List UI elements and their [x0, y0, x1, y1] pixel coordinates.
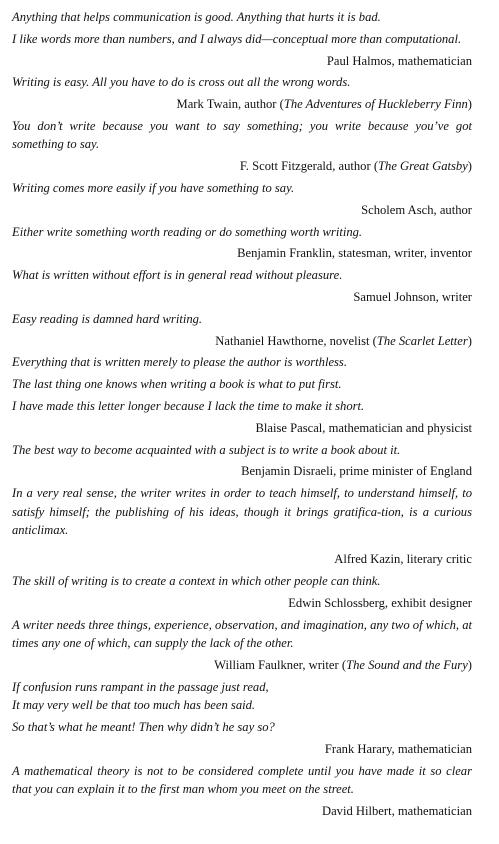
quote-attribution: [12, 550, 472, 568]
quote-text: The skill of writing is to create a context in which other people can think.: [12, 574, 381, 589]
author-name: Scholem Asch, author: [361, 202, 472, 217]
author-name: Alfred Kazin, literary critic: [334, 552, 472, 567]
author-name: Paul Halmos, mathematician: [326, 53, 472, 68]
author-name: Nathaniel Hawthorne, novelist: [215, 333, 370, 348]
work-title: The Scarlet Letter: [376, 333, 468, 348]
quote-text: Either write something worth reading or do something worth writing.: [12, 224, 363, 239]
quote-text: [12, 678, 472, 715]
author-name: Benjamin Franklin, statesman, writer, inventor: [237, 246, 472, 261]
work-title: The Great Gatsby: [378, 159, 468, 174]
quote-attribution: [12, 802, 472, 820]
quote-attribution: [12, 419, 472, 437]
author-name: Edwin Schlossberg, exhibit designer: [288, 595, 472, 610]
quote-text: The last thing one knows when writing a book is what to put first.: [12, 377, 342, 392]
verse-line: If confusion runs rampant in the passage just read,: [12, 679, 269, 694]
quote-text: You don’t write because you want to say something; you write because you’ve got something to say.: [12, 118, 472, 152]
quote-text: Anything that helps communication is good. Anything that hurts it is bad.: [12, 10, 381, 24]
quote-text: A writer needs three things, experience, observation, and imagination, any two of which, at times any one of which, can supply the lack of the other.: [12, 617, 472, 651]
author-name: Benjamin Disraeli, prime minister of England: [241, 464, 472, 479]
quote-text: What is written without effort is in general read without pleasure.: [12, 268, 343, 283]
quote-attribution: [12, 288, 472, 306]
quotations-page: [12, 8, 472, 824]
quote-text: I like words more than numbers, and I always did—conceptual more than computational.: [12, 31, 462, 46]
quote-text: A mathematical theory is not to be considered complete until you have made it so clear that you can explain it to the first man whom you meet on the street.: [12, 763, 472, 796]
quote-attribution: [12, 594, 472, 612]
quote-text: Writing comes more easily if you have something to say.: [12, 180, 295, 195]
quote-text: I have made this letter longer because I lack the time to make it short.: [12, 398, 365, 413]
author-name: Samuel Johnson, writer: [353, 289, 472, 304]
quote-attribution: William Faulkner, writer (The Sound and the Fury): [214, 657, 472, 672]
quote-attribution: Mark Twain, author (The Adventures of Huckleberry Finn): [176, 97, 472, 112]
quote-attribution: Nathaniel Hawthorne, novelist (The Scarlet Letter): [215, 333, 472, 348]
quote-attribution: [12, 740, 472, 758]
author-name: Blaise Pascal, mathematician and physicist: [255, 420, 472, 435]
quote-attribution: F. Scott Fitzgerald, author (The Great Gatsby): [239, 159, 472, 174]
author-name: Mark Twain, author: [176, 97, 277, 112]
quote-attribution: [12, 244, 472, 262]
author-name: David Hilbert, mathematician: [321, 803, 472, 818]
quote-text: In a very real sense, the writer writes in order to teach himself, to understand himself, to satisfy himself; the publishing of his ideas, though it brings gratifica-tion, is a curious anticlimax.: [12, 486, 472, 537]
quote-attribution: [12, 52, 472, 70]
quote-text: Everything that is written merely to please the author is worthless.: [12, 355, 347, 370]
author-name: Frank Harary, mathematician: [324, 741, 472, 756]
author-name: William Faulkner, writer: [214, 657, 339, 672]
quote-attribution: [12, 462, 472, 480]
verse-line: It may very well be that too much has been said.: [12, 698, 256, 713]
work-title: The Adventures of Huckleberry Finn: [283, 97, 468, 112]
quote-attribution: [12, 201, 472, 219]
quote-text: So that’s what he meant! Then why didn’t he say so?: [12, 719, 275, 734]
quote-text: Writing is easy. All you have to do is cross out all the wrong words.: [12, 75, 351, 90]
quote-text: Easy reading is damned hard writing.: [12, 311, 203, 326]
author-name: F. Scott Fitzgerald, author: [239, 159, 371, 174]
work-title: The Sound and the Fury: [346, 657, 468, 672]
quote-text: The best way to become acquainted with a subject is to write a book about it.: [12, 442, 401, 457]
